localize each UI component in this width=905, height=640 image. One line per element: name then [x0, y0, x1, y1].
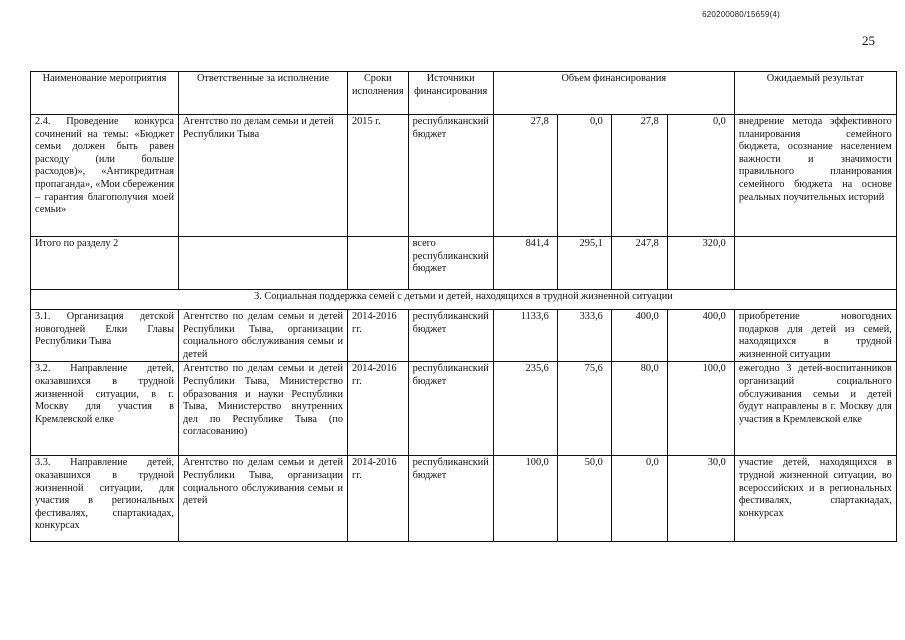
- cell-2015: 27,8: [611, 115, 667, 237]
- cell-2016: 400,0: [667, 310, 734, 362]
- cell-2016: 0,0: [667, 115, 734, 237]
- cell-2015: 0,0: [611, 456, 667, 542]
- cell-responsible: Агентство по делам семьи и детей Республики Тыва, организации социального обслуживания семьи и детей: [179, 310, 348, 362]
- cell-result: внедрение метода эффективного планирования семейного бюджета, осознание населением важности и значимости правильного планирования семейного бюджета на основе реальных поучительных историй: [734, 115, 896, 237]
- cell-terms: 2014-2016 гг.: [348, 310, 409, 362]
- cell-2016: 320,0: [667, 237, 734, 290]
- table-row: [31, 115, 897, 237]
- cell-source: всего республиканский бюджет: [408, 237, 493, 290]
- document-code: 620200080/15659(4): [702, 10, 780, 19]
- cell-event: 3.2. Направление детей, оказавшихся в трудной жизненной ситуации, в г. Москву для участия в Кремлевской елке: [31, 362, 179, 456]
- cell-responsible: Агентство по делам семьи и детей Республики Тыва, организации социального обслуживания семьи и детей: [179, 456, 348, 542]
- cell-responsible: [179, 237, 348, 290]
- cell-terms: [348, 237, 409, 290]
- cell-result: приобретение новогодних подарков для детей из семей, находящихся в трудной жизненной ситуации: [734, 310, 896, 362]
- cell-result: ежегодно 3 детей-воспитанников организаций социального обслуживания семьи и детей будут направлены в г. Москву для участия в Кремлевской елке: [734, 362, 896, 456]
- cell-source: республиканский бюджет: [408, 115, 493, 237]
- section-row: [31, 290, 897, 310]
- cell-event: Итого по разделу 2: [31, 237, 179, 290]
- header-terms: Сроки исполнения: [348, 72, 409, 115]
- header-funding: Объем финансирования: [493, 72, 734, 115]
- cell-result: [734, 237, 896, 290]
- header-result: Ожидаемый результат: [734, 72, 896, 115]
- table-row: [31, 456, 897, 542]
- program-table: [30, 71, 897, 542]
- cell-terms: 2015 г.: [348, 115, 409, 237]
- cell-source: республиканский бюджет: [408, 456, 493, 542]
- cell-total: 235,6: [493, 362, 557, 456]
- cell-event: 3.3. Направление детей, оказавшихся в трудной жизненной ситуации, для участия в региональных фестивалях, спартакиадах, конкурсах: [31, 456, 179, 542]
- cell-responsible: Агентство по делам семьи и детей Республики Тыва: [179, 115, 348, 237]
- cell-total: 27,8: [493, 115, 557, 237]
- cell-2014: 0,0: [557, 115, 611, 237]
- cell-2015: 400,0: [611, 310, 667, 362]
- cell-2016: 100,0: [667, 362, 734, 456]
- header-sources: Источники финансирования: [408, 72, 493, 115]
- page-number: 25: [862, 33, 875, 48]
- header-row: [31, 72, 897, 115]
- table-row: [31, 237, 897, 290]
- table-row: [31, 310, 897, 362]
- cell-responsible: Агентство по делам семьи и детей Республики Тыва, Министерство образования и науки Республики Тыва, Министерство внутренних дел по Республике Тыва (по согласованию): [179, 362, 348, 456]
- cell-2014: 75,6: [557, 362, 611, 456]
- header-responsible: Ответственные за исполнение: [179, 72, 348, 115]
- cell-2014: 295,1: [557, 237, 611, 290]
- cell-terms: 2014-2016 гг.: [348, 362, 409, 456]
- cell-2014: 333,6: [557, 310, 611, 362]
- section-title: 3. Социальная поддержка семей с детьми и детей, находящихся в трудной жизненной ситуации: [31, 290, 897, 310]
- cell-total: 100,0: [493, 456, 557, 542]
- cell-result: участие детей, находящихся в трудной жизненной ситуации, во всероссийских и в региональных фестивалях, спартакиадах, конкурсах: [734, 456, 896, 542]
- header-event: Наименование мероприятия: [31, 72, 179, 115]
- cell-total: 841,4: [493, 237, 557, 290]
- cell-2016: 30,0: [667, 456, 734, 542]
- cell-terms: 2014-2016 гг.: [348, 456, 409, 542]
- cell-2015: 247,8: [611, 237, 667, 290]
- cell-2015: 80,0: [611, 362, 667, 456]
- cell-source: республиканский бюджет: [408, 310, 493, 362]
- cell-total: 1133,6: [493, 310, 557, 362]
- cell-event: 3.1. Организация детской новогодней Елки Главы Республики Тыва: [31, 310, 179, 362]
- cell-2014: 50,0: [557, 456, 611, 542]
- cell-event: 2.4. Проведение конкурса сочинений на темы: «Бюджет семьи должен быть равен расходу (или больше расходов)», «Антикредитная пропаганда», «Мои сбережения – гарантия благополучия моей семьи»: [31, 115, 179, 237]
- table-row: [31, 362, 897, 456]
- cell-source: республиканский бюджет: [408, 362, 493, 456]
